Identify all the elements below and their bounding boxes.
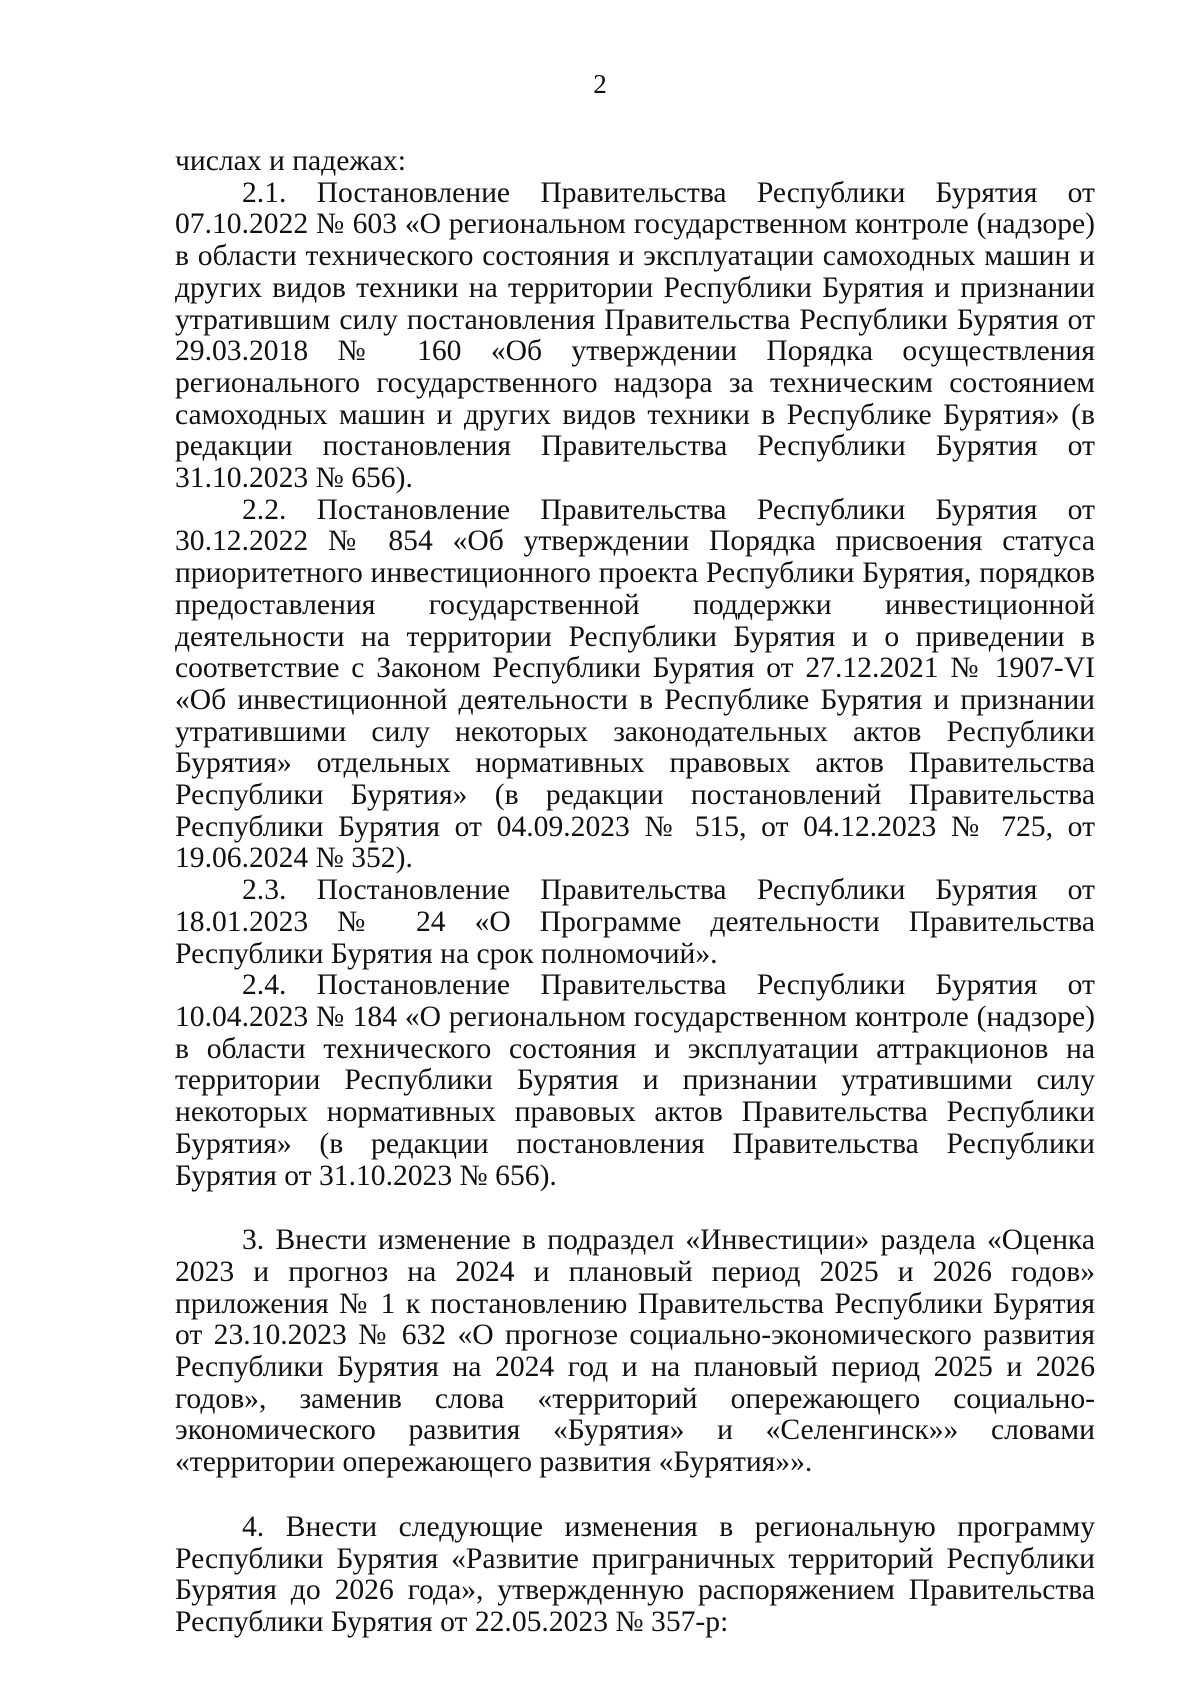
- document-body: [175, 146, 1095, 1639]
- paragraph-2-2: 2.2. Постановление Правительства Республики Бурятия от 30.12.2022 № 854 «Об утверждении Порядка присвоения статуса приоритетного инвестиционного проекта Республики Бурятия, порядков предоставления государственной поддержки инвестиционной деятельности на территории Республики Бурятия и о приведении в соответствие с Законом Республики Бурятия от 27.12.2021 № 1907-VI «Об инвестиционной деятельности в Республике Бурятия и признании утратившими силу некоторых законодательных актов Республики Бурятия» отдельных нормативных правовых актов Правительства Республики Бурятия» (в редакции постановлений Правительства Республики Бурятия от 04.09.2023 № 515, от 04.12.2023 № 725, от 19.06.2024 № 352).: [175, 493, 1095, 875]
- page-number: 2: [593, 69, 607, 99]
- paragraph-2-3: 2.3. Постановление Правительства Республики Бурятия от 18.01.2023 № 24 «О Программе деятельности Правительства Республики Бурятия на срок полномочий».: [175, 874, 1095, 970]
- paragraph-2-4: 2.4. Постановление Правительства Республики Бурятия от 10.04.2023 № 184 «О региональном государственном контроле (надзоре) в области технического состояния и эксплуатации аттракционов на территории Республики Бурятия и признании утратившими силу некоторых нормативных правовых актов Правительства Республики Бурятия» (в редакции постановления Правительства Республики Бурятия от 31.10.2023 № 656).: [175, 969, 1095, 1192]
- paragraph-continuation: числах и падежах:: [175, 145, 406, 177]
- paragraph-2-1: 2.1. Постановление Правительства Республики Бурятия от 07.10.2022 № 603 «О региональном государственном контроле (надзоре) в области технического состояния и эксплуатации самоходных машин и других видов техники на территории Республики Бурятия и признании утратившим силу постановления Правительства Республики Бурятия от 29.03.2018 № 160 «Об утверждении Порядка осуществления регионального государственного надзора за техническим состоянием самоходных машин и других видов техники в Республике Бурятия» (в редакции постановления Правительства Республики Бурятия от 31.10.2023 № 656).: [175, 176, 1095, 495]
- paragraph-4: 4. Внести следующие изменения в региональную программу Республики Бурятия «Развитие приграничных территорий Республики Бурятия до 2026 года», утвержденную распоряжением Правительства Республики Бурятия от 22.05.2023 № 357-р:: [175, 1510, 1095, 1638]
- paragraph-3: 3. Внести изменение в подраздел «Инвестиции» раздела «Оценка 2023 и прогноз на 2024 и плановый период 2025 и 2026 годов» приложения № 1 к постановлению Правительства Республики Бурятия от 23.10.2023 № 632 «О прогнозе социально-экономического развития Республики Бурятия на 2024 год и на плановый период 2025 и 2026 годов», заменив слова «территорий опережающего социально-экономического развития «Бурятия» и «Селенгинск»» словами «территории опережающего развития «Бурятия»».: [175, 1224, 1095, 1479]
